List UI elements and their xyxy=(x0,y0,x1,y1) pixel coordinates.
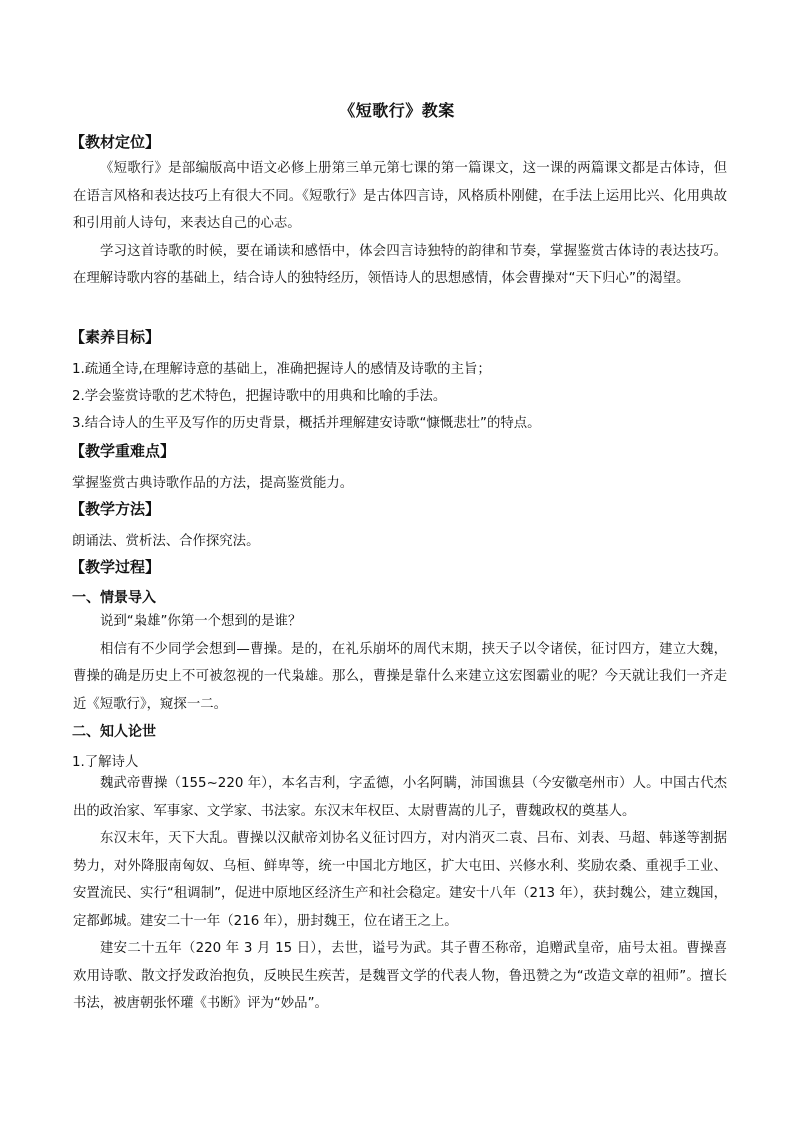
section-textbook-position xyxy=(73,155,727,293)
subheading-know-the-poet: 二、知人论世 xyxy=(72,724,156,740)
paragraph: 相信有不少同学会想到—曹操。是的，在礼乐崩坏的周代末期，挟天子以令诸侯，征讨四方，建立大魏，曹操的确是历史上不可被忽视的一代枭雄。那么，曹操是靠什么来建立这宏图霸业的呢？今天就让我们一齐走近《短歌行》，窥探一二。 xyxy=(73,641,727,712)
goal-item: 2.学会鉴赏诗歌的艺术特色，把握诗歌中的用典和比喻的手法。 xyxy=(72,389,447,404)
page-title: 《短歌行》教案 xyxy=(339,101,455,120)
paragraph: 说到“枭雄”你第一个想到的是谁？ xyxy=(100,614,302,629)
section-scene-intro xyxy=(73,608,727,718)
heading-key-difficulties: 【教学重难点】 xyxy=(70,442,176,460)
paragraph: 东汉末年，天下大乱。曹操以汉献帝刘协名义征讨四方，对内消灭二袁、吕布、刘表、马超、韩遂等割据势力，对外降服南匈奴、乌桓、鲜卑等，统一中国北方地区，扩大屯田、兴修水利、奖励农桑、重视手工业、安置流民、实行“租调制”，促进中原地区经济生产和社会稳定。建安十八年（213 年），获封魏公，建立魏国，定都邺城。建安二十一年（216 年），册封魏王，位在诸王之上。 xyxy=(73,831,727,929)
paragraph: 掌握鉴赏古典诗歌作品的方法，提高鉴赏能力。 xyxy=(72,476,354,491)
paragraph: 建安二十五年（220 年 3 月 15 日），去世，谥号为武。其子曹丕称帝，追赠武皇帝，庙号太祖。曹操喜欢用诗歌、散文抒发政治抱负，反映民生疾苦，是魏晋文学的代表人物，鲁迅赞之为“改造文章的祖师”。擅长书法，被唐朝张怀瓘《书断》评为“妙品”。 xyxy=(73,941,727,1011)
heading-literacy-goals: 【素养目标】 xyxy=(70,328,161,346)
paragraph: 魏武帝曹操（155~220 年），本名吉利，字孟德，小名阿瞒，沛国谯县（今安徽亳州市）人。中国古代杰出的政治家、军事家、文学家、书法家。东汉末年权臣、太尉曹嵩的儿子，曹魏政权的奠基人。 xyxy=(73,776,727,819)
section-poet-bio xyxy=(73,770,727,1018)
heading-teaching-methods: 【教学方法】 xyxy=(70,500,161,518)
heading-textbook-position: 【教材定位】 xyxy=(70,133,161,151)
subheading-understand-poet: 1.了解诗人 xyxy=(72,755,139,770)
paragraph: 朗诵法、赏析法、合作探究法。 xyxy=(72,534,260,549)
paragraph: 学习这首诗歌的时候，要在诵读和感悟中，体会四言诗独特的韵律和节奏，掌握鉴赏古体诗的表达技巧。在理解诗歌内容的基础上，结合诗人的独特经历，领悟诗人的思想感情，体会曹操对“天下归心”的渴望。 xyxy=(73,243,727,286)
subheading-scene-intro: 一、情景导入 xyxy=(72,590,156,606)
goal-item: 1.疏通全诗,在理解诗意的基础上，准确把握诗人的感情及诗歌的主旨； xyxy=(72,362,491,377)
goal-item: 3.结合诗人的生平及写作的历史背景，概括并理解建安诗歌“慷慨悲壮”的特点。 xyxy=(72,416,541,431)
heading-teaching-process: 【教学过程】 xyxy=(70,558,161,576)
paragraph: 《短歌行》是部编版高中语文必修上册第三单元第七课的第一篇课文，这一课的两篇课文都是古体诗，但在语言风格和表达技巧上有很大不同。《短歌行》是古体四言诗，风格质朴刚健，在手法上运用比兴、化用典故和引用前人诗句，来表达自己的心志。 xyxy=(73,161,727,231)
